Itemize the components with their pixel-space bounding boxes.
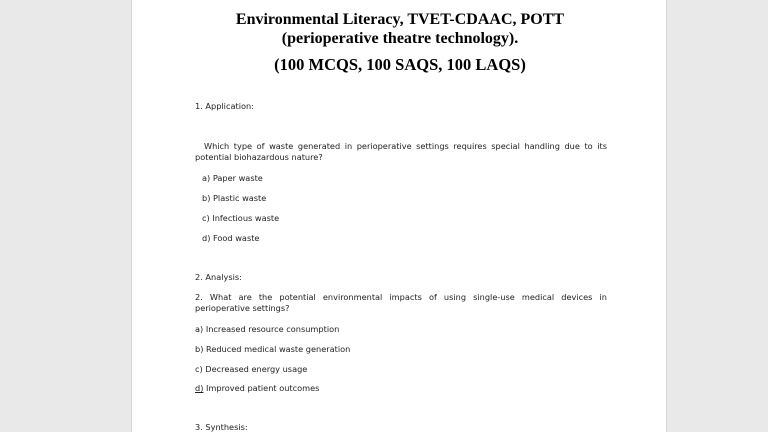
answer-option: d) Food waste [202, 233, 260, 243]
section-heading: 2. Analysis: [195, 272, 242, 282]
answer-option: c) Infectious waste [202, 213, 280, 223]
section-heading: 1. Application: [195, 101, 254, 111]
document-subtitle: (perioperative theatre technology). [281, 30, 519, 47]
question-count-heading: (100 MCQS, 100 SAQS, 100 LAQS) [274, 55, 526, 74]
answer-option [195, 383, 319, 394]
answer-option: b) Reduced medical waste generation [195, 344, 351, 354]
option-text: Improved patient outcomes [203, 383, 320, 393]
answer-option: a) Increased resource consumption [195, 324, 340, 334]
document-page [131, 0, 667, 432]
document-title: Environmental Literacy, TVET-CDAAC, POTT [235, 11, 565, 28]
question-text: Which type of waste generated in perioperative settings requires special handling due to its potential biohazardous nature? [195, 141, 607, 162]
option-letter: d) [195, 383, 204, 393]
section-heading: 3. Synthesis: [195, 422, 248, 432]
answer-option: b) Plastic waste [202, 193, 267, 203]
answer-option: c) Decreased energy usage [195, 364, 308, 374]
answer-option: a) Paper waste [202, 173, 263, 183]
question-text: 2. What are the potential environmental impacts of using single-use medical devices in perioperative settings? [195, 292, 607, 313]
